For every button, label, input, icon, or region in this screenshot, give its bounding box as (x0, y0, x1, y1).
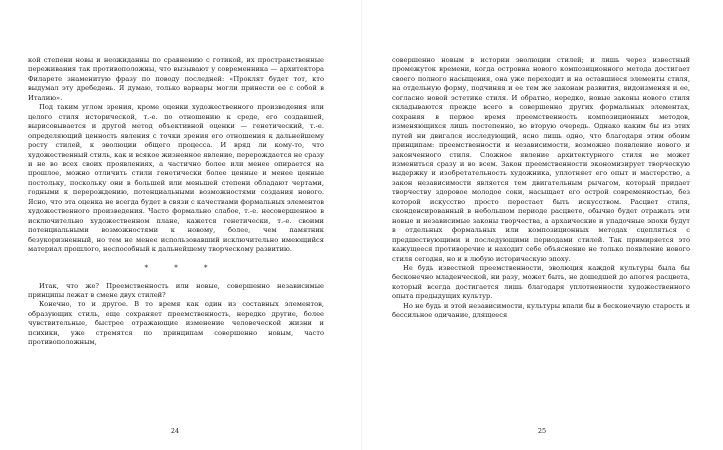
section-divider: * * * (144, 263, 220, 272)
paragraph: совершенно новым в истории эволюции стилей; и лишь через известный промежуток времени, когда островна нового композиционного метода достигает своего полного насыщения, она уже переходит и на оставшиеся элементы стиля, на отдельную форму, подчиняя и ее тем же законам развития, видоизменяя и ее, согласно новой эстетике стиля. И обратно, нередко, новые законы нового стиля складываются прежде всего в совершенно других формальных элементах, сохраняя в первое время преемственность композиционных методов, изменяющихся лишь постепенно, во вторую очередь. Однако каким бы из этих путей ни двигался исследующий, ясно лишь одно, что благодаря этим обоим принципам: преемственности и независимости, возможно появление нового и законченного стиля. Сложное явление архитектурного стиля не может измениться сразу и во всем. Закон преемственности экономизирует творческую выдержку и изобретательность художника, уплотняет его опыт и мастерство, а закон независимости является тем двигательным рычагом, который придает творчеству здоровое молодое соки, насыщает его острой современностью, без которой искусство просто перестает быть искусством. Расцвет стиля, сконденсированный в небольшом периоде расцвете, обычно будет отражать эти новые и независимые законы творчества, а архаические и упадочные эпохи будут в отдельных формальных или композиционных методах сцепляться с предшествующими и последующими периодами стилей. Так примиряется это кажущееся противоречие и находит себе объяснение не только появление нового стиля сегодня, но и в любую историческую эпоху. (392, 56, 690, 263)
paragraph: Не будь известной преемственности, эволюция каждой культуры была бы бесконечно младенческой, ни разу, может быть, не дошедшей до апогея расцвета, который всегда достигается лишь благодаря уплотненности художественного опыта предыдущих культур. (392, 263, 690, 301)
left-page (0, 0, 361, 450)
right-page (362, 0, 723, 450)
paragraph: Итак, что же? Преемственность или новые, совершенно независимые принципы лежат в смене двух стилей? (28, 281, 324, 299)
left-page-text (28, 56, 324, 348)
paragraph: кой степени новы и неожиданны по сравнению с готикой, их пространственные переживания так противоположны, что вызывают у современника — архитектора Филарете знаменитую фразу по поводу последней: «Проклят будет тот, кто выдумал эту дребедень. Я думаю, только варвары могли принести ее с собой в Италию». (28, 56, 324, 102)
paragraph: Конечно, то и другое. В то время как один из составных элементов, образующих стиль, еще сохраняет преемственность, нередко другие, более чувствительные, быстрее отражающие изменение человеческой жизни и психики, уже стремятся по принципам совершенно новым, часто противоположным, (28, 300, 324, 347)
page-number-left: 24 (170, 427, 180, 435)
paragraph: Под таким углом зрения, кроме оценки художественного произведения или целого стиля исторической, т.-е. по отношению к среде, его создавшей, вырисовывается и другой метод объективной оценки — генетический, т.-е. определяющий ценность явления с точки зрения его отношения к дальнейшему росту стилей, к эволюции общего процесса. И вряд ли кому-то, что художественный стиль, как и всякое жизненное явление, перерождается не сразу и не во всех своих проявлениях, а частично более или менее опирается на прошлое, можно отличить стили генетически более ценные и менее ценные постольку, поскольку они в большей или меньшей степени обладают чертами, годными к перерождению, потенциальными возможностями создания нового. Ясно, что эта оценка не всегда будет в связи с качествами формальных элементов художественного произведения. Часто формально слабое, т.-е. несовершенное в исключительно художественном плане, кажется генетически, т.-е. своими потенциальными возможностями к новому, более, чем памятник безукоризненный, но тем не менее использовавший исключительно имеющийся материал прошлого, неспособный к дальнейшему творческому развитию. (28, 103, 324, 254)
paragraph: Но не будь и этой независимости, культуры впали бы в бесконечную старость и бессильное одичание, длящееся (392, 301, 690, 320)
page-number-right: 25 (537, 427, 547, 435)
right-page-text (392, 56, 690, 321)
